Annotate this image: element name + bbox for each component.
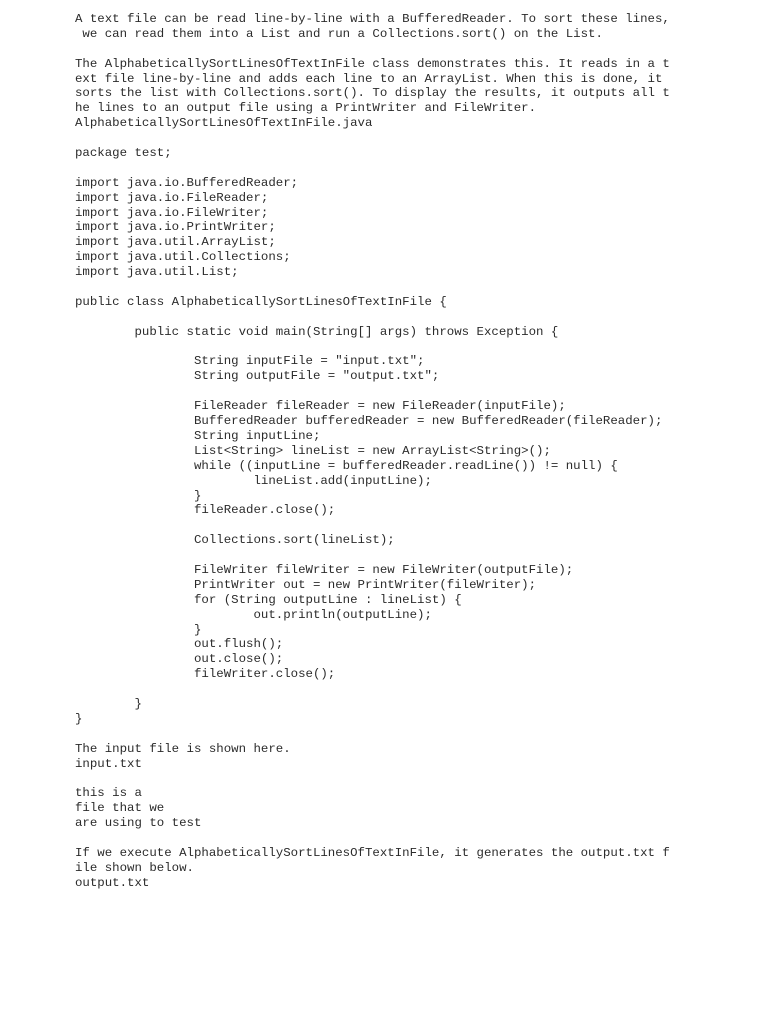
document-line <box>75 310 715 325</box>
document-line: while ((inputLine = bufferedReader.readLine()) != null) { <box>75 458 618 473</box>
document-line: fileWriter.close(); <box>75 667 336 682</box>
document-line: fileReader.close(); <box>75 503 336 518</box>
document-line <box>75 131 715 146</box>
document-line <box>75 771 715 786</box>
document-line: lineList.add(inputLine); <box>75 473 432 488</box>
document-body <box>75 12 715 891</box>
document-line: this is a <box>75 786 142 801</box>
document-line <box>75 518 715 533</box>
document-line: out.flush(); <box>75 637 284 652</box>
document-line: package test; <box>75 146 172 161</box>
document-line: FileReader fileReader = new FileReader(inputFile); <box>75 399 566 414</box>
document-line: public static void main(String[] args) throws Exception { <box>75 324 559 339</box>
document-line <box>75 682 715 697</box>
document-line: import java.io.PrintWriter; <box>75 220 276 235</box>
document-line: import java.io.FileReader; <box>75 190 269 205</box>
document-line: BufferedReader bufferedReader = new BufferedReader(fileReader); <box>75 414 663 429</box>
document-line: input.txt <box>75 756 142 771</box>
document-line <box>75 42 715 57</box>
document-line <box>75 831 715 846</box>
document-line: for (String outputLine : lineList) { <box>75 592 462 607</box>
document-line: FileWriter fileWriter = new FileWriter(outputFile); <box>75 562 574 577</box>
document-line: he lines to an output file using a PrintWriter and FileWriter. <box>75 101 537 116</box>
document-line: import java.util.Collections; <box>75 250 291 265</box>
document-line <box>75 280 715 295</box>
document-line: import java.util.List; <box>75 265 239 280</box>
document-line <box>75 548 715 563</box>
document-line: out.close(); <box>75 652 284 667</box>
document-line: import java.util.ArrayList; <box>75 235 276 250</box>
document-line: are using to test <box>75 816 202 831</box>
document-line: String inputFile = "input.txt"; <box>75 354 425 369</box>
document-line <box>75 727 715 742</box>
document-line: import java.io.FileWriter; <box>75 205 269 220</box>
document-line: Collections.sort(lineList); <box>75 533 395 548</box>
document-line: import java.io.BufferedReader; <box>75 175 299 190</box>
document-line: } <box>75 488 202 503</box>
document-line: output.txt <box>75 875 150 890</box>
document-line: A text file can be read line-by-line with a BufferedReader. To sort these lines, <box>75 12 670 26</box>
document-line: The input file is shown here. <box>75 741 291 756</box>
document-line: } <box>75 696 142 711</box>
document-line: List<String> lineList = new ArrayList<String>(); <box>75 443 551 458</box>
document-line: public class AlphabeticallySortLinesOfTextInFile { <box>75 294 447 309</box>
document-line: String outputFile = "output.txt"; <box>75 369 440 384</box>
document-line: } <box>75 622 202 637</box>
document-line: The AlphabeticallySortLinesOfTextInFile class demonstrates this. It reads in a t <box>75 56 670 71</box>
document-line: sorts the list with Collections.sort(). To display the results, it outputs all t <box>75 86 670 101</box>
document-line <box>75 161 715 176</box>
document-line: If we execute AlphabeticallySortLinesOfTextInFile, it generates the output.txt f <box>75 845 670 860</box>
document-line: ile shown below. <box>75 860 194 875</box>
document-line <box>75 384 715 399</box>
document-line: ext file line-by-line and adds each line to an ArrayList. When this is done, it <box>75 71 663 86</box>
document-line: } <box>75 711 83 726</box>
document-line: we can read them into a List and run a Collections.sort() on the List. <box>75 26 603 41</box>
document-line: PrintWriter out = new PrintWriter(fileWriter); <box>75 577 537 592</box>
document-line: AlphabeticallySortLinesOfTextInFile.java <box>75 116 373 131</box>
document-line: file that we <box>75 801 165 816</box>
document-line: String inputLine; <box>75 428 321 443</box>
document-line: out.println(outputLine); <box>75 607 432 622</box>
document-line <box>75 340 715 355</box>
